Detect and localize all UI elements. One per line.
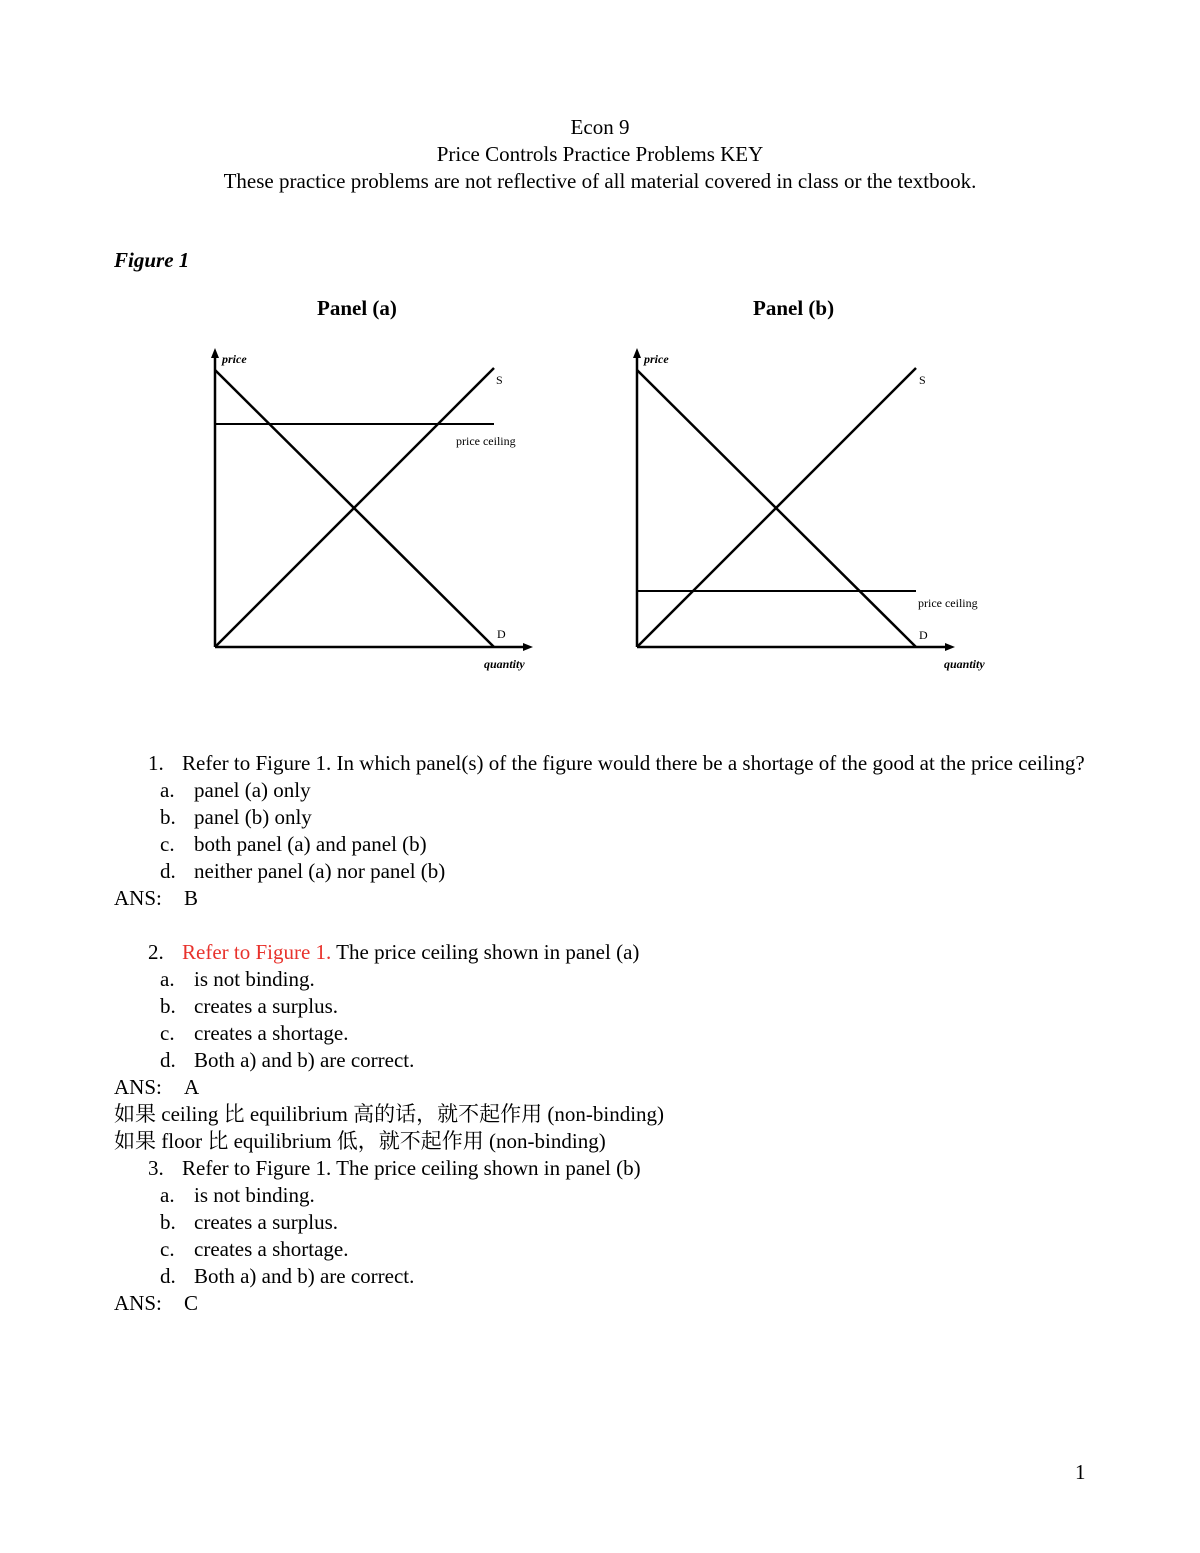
option: a. is not binding. xyxy=(160,967,315,991)
quantity-axis-arrow xyxy=(945,643,955,651)
answer-line: ANS: A xyxy=(114,1075,200,1099)
option: a. is not binding. xyxy=(160,1183,315,1207)
option: c. creates a shortage. xyxy=(160,1021,349,1045)
document-title: Price Controls Practice Problems KEY xyxy=(436,142,764,166)
figure-label: Figure 1 xyxy=(114,248,190,272)
question-1 xyxy=(114,750,1114,777)
question-number: 1. xyxy=(148,751,164,775)
questions-list xyxy=(114,750,1114,1317)
question-2 xyxy=(114,939,1114,966)
question-number: 2. xyxy=(148,940,164,964)
question-reference: Refer to Figure 1. xyxy=(182,940,332,964)
answer-line: ANS: C xyxy=(114,1291,199,1315)
document-header xyxy=(0,114,1200,195)
note-line: 如果 ceiling 比 equilibrium 高的话，就不起作用 (non-binding) xyxy=(114,1102,665,1126)
option: b. creates a surplus. xyxy=(160,1210,339,1234)
supply-label: S xyxy=(919,373,926,387)
price-axis-label: price xyxy=(222,352,247,366)
option: d. Both a) and b) are correct. xyxy=(160,1264,415,1288)
option: d. neither panel (a) nor panel (b) xyxy=(160,859,446,883)
note-line: 如果 floor 比 equilibrium 低，就不起作用 (non-binding) xyxy=(114,1129,606,1153)
question-3 xyxy=(114,1155,1114,1182)
answer-value: A xyxy=(184,1075,200,1099)
quantity-axis-arrow xyxy=(523,643,533,651)
option: d. Both a) and b) are correct. xyxy=(160,1048,415,1072)
course-name: Econ 9 xyxy=(570,115,630,139)
panel-b-graph xyxy=(622,340,1002,680)
answer-line: ANS: B xyxy=(114,886,199,910)
quantity-axis-label: quantity xyxy=(944,657,985,671)
answer-value: C xyxy=(184,1291,199,1315)
price-ceiling-label: price ceiling xyxy=(456,434,516,448)
header-note: These practice problems are not reflective of all material covered in class or the textbook. xyxy=(223,169,977,193)
question-text: In which panel(s) of the figure would there be a shortage of the good at the price ceiling? xyxy=(331,751,1085,775)
question-text: The price ceiling shown in panel (a) xyxy=(331,940,640,964)
demand-label: D xyxy=(497,627,506,641)
option: c. creates a shortage. xyxy=(160,1237,349,1261)
price-axis-label: price xyxy=(644,352,669,366)
page-number: 1 xyxy=(1075,1460,1086,1484)
question-reference: Refer to Figure 1. xyxy=(182,751,332,775)
question-number: 3. xyxy=(148,1156,164,1180)
quantity-axis-label: quantity xyxy=(484,657,525,671)
question-text: The price ceiling shown in panel (b) xyxy=(331,1156,641,1180)
option: b. creates a surplus. xyxy=(160,994,339,1018)
answer-value: B xyxy=(184,886,199,910)
panel-a-title: Panel (a) xyxy=(317,296,397,320)
demand-label: D xyxy=(919,628,928,642)
price-axis-arrow xyxy=(633,348,641,358)
price-axis-arrow xyxy=(211,348,219,358)
supply-label: S xyxy=(496,373,503,387)
option: c. both panel (a) and panel (b) xyxy=(160,832,427,856)
option: a. panel (a) only xyxy=(160,778,311,802)
question-reference: Refer to Figure 1. xyxy=(182,1156,332,1180)
panel-a-graph xyxy=(200,340,550,680)
panel-b-title: Panel (b) xyxy=(753,296,835,320)
option: b. panel (b) only xyxy=(160,805,312,829)
price-ceiling-label: price ceiling xyxy=(918,596,978,610)
